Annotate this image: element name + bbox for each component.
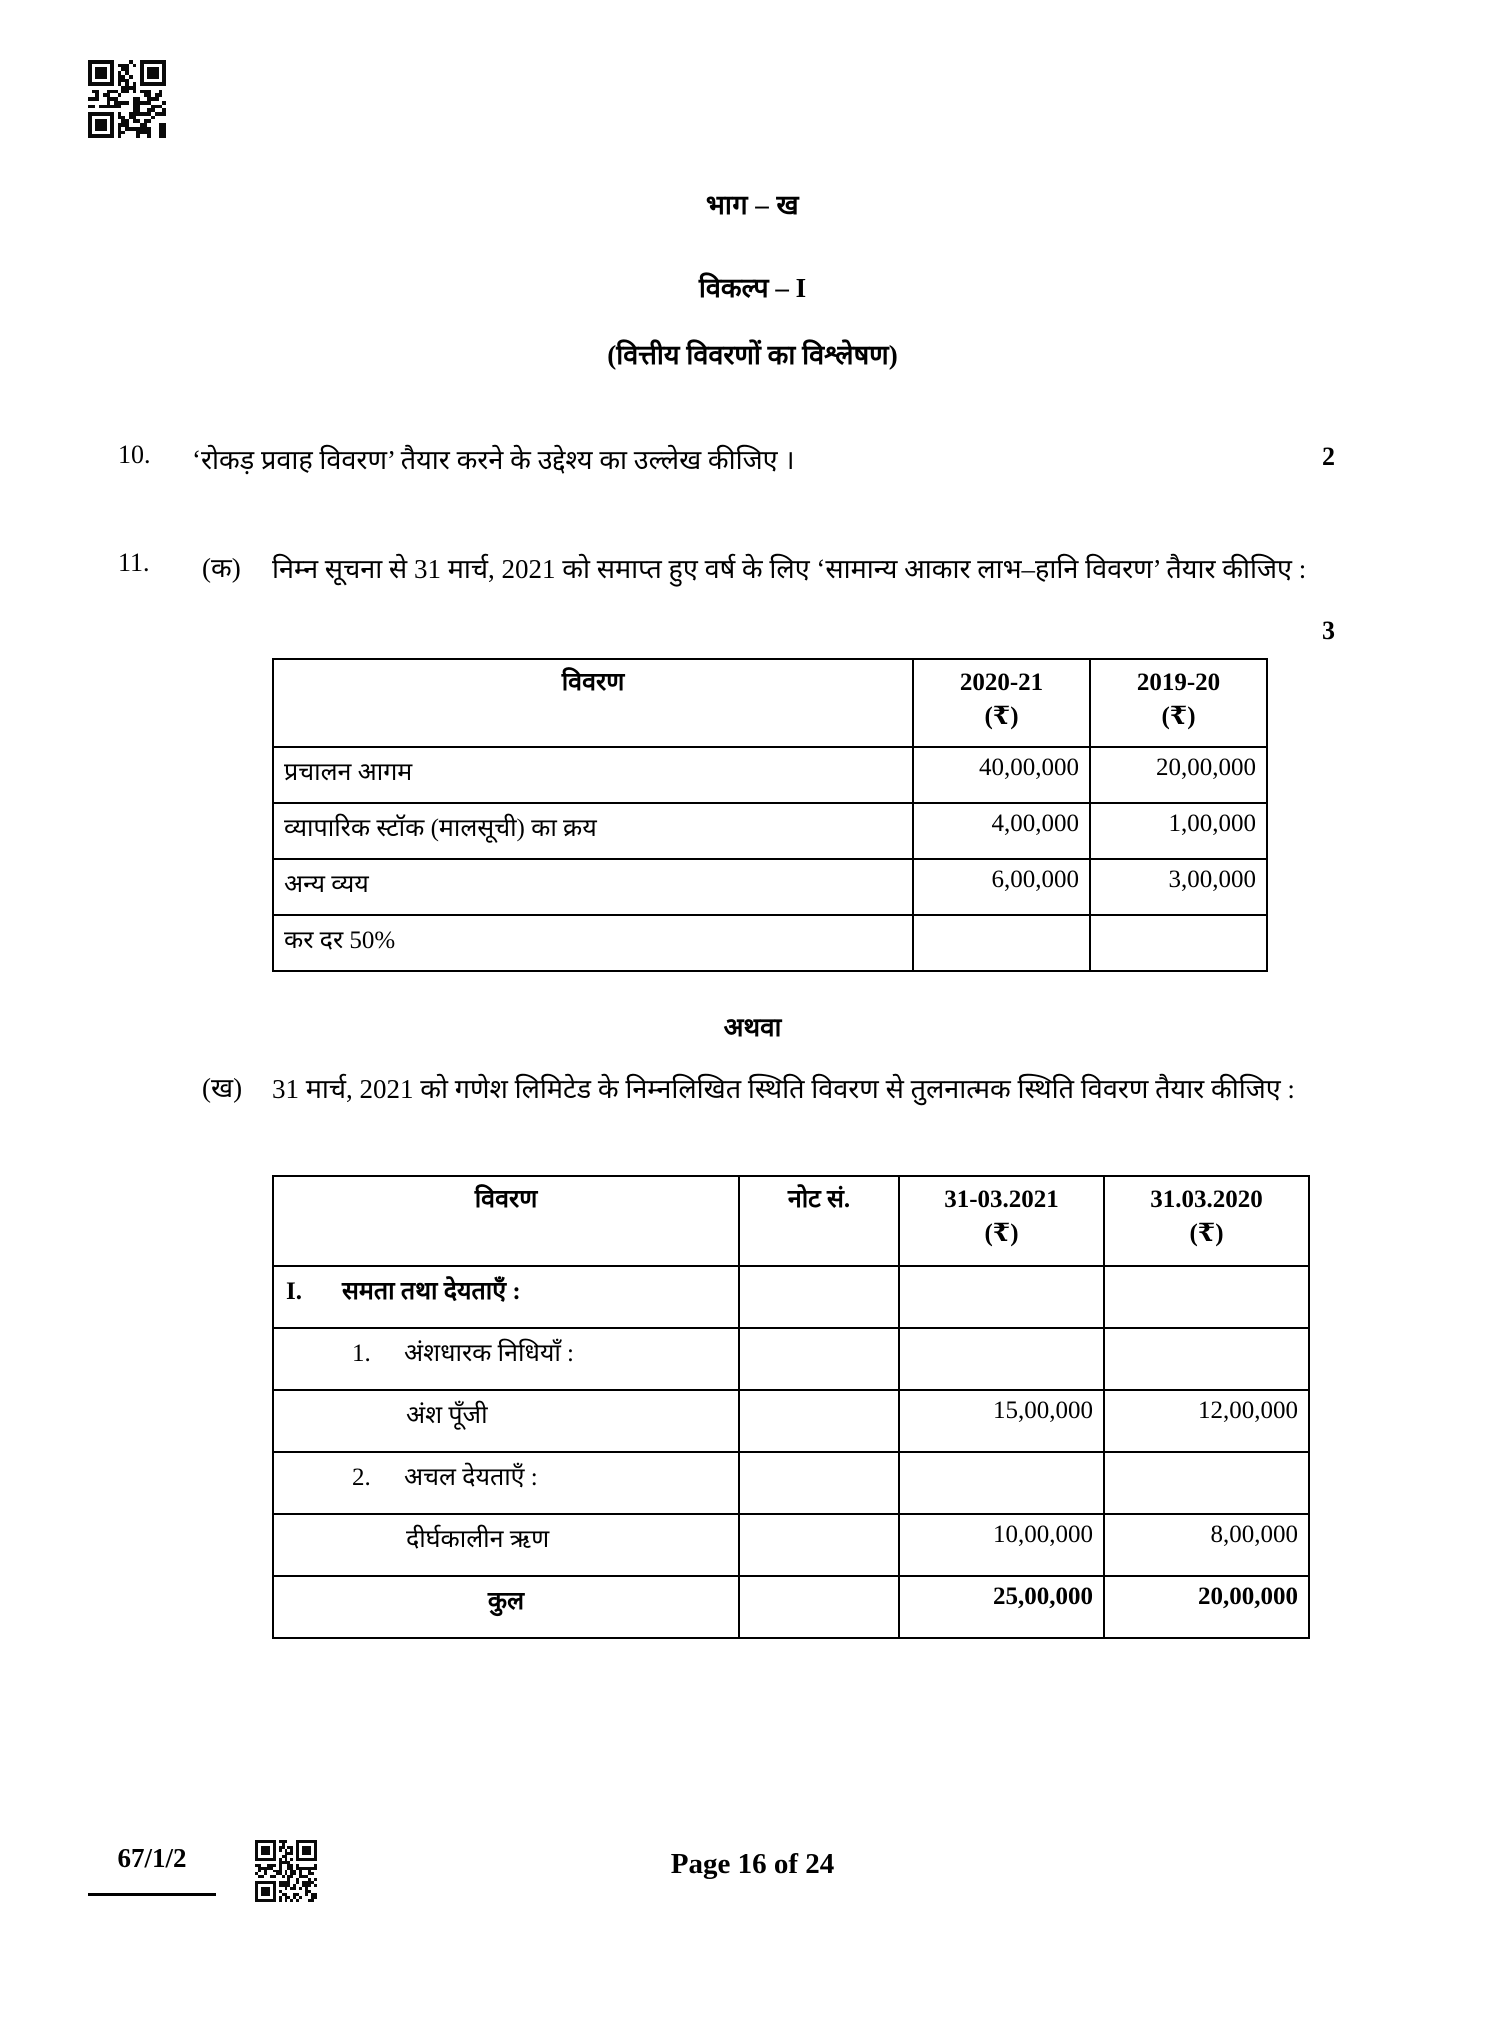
- table2-body: [273, 1266, 1309, 1638]
- table2-cell-d1: [899, 1452, 1104, 1514]
- table2-cell-note: [739, 1390, 899, 1452]
- table2-header-d1-line2: (₹): [984, 1219, 1019, 1247]
- table1-header-y1-line2: (₹): [984, 702, 1019, 730]
- table2-cell-d2: 8,00,000: [1104, 1514, 1309, 1576]
- table-row: [273, 915, 1267, 971]
- table2-row-marker: I.: [286, 1278, 302, 1305]
- table2-total-note: [739, 1576, 899, 1638]
- table2-header-d2-line2: (₹): [1189, 1219, 1224, 1247]
- table1-header-y1-line1: 2020-21: [959, 669, 1044, 696]
- question-11-part-b-label: (ख): [202, 1073, 243, 1103]
- table-total-row: [273, 1576, 1309, 1638]
- table-row: [273, 1514, 1309, 1576]
- table1-header-desc-line1: विवरण: [561, 669, 625, 696]
- table-row: [273, 859, 1267, 915]
- table-header-row: [273, 1176, 1309, 1266]
- table2-cell-desc: [273, 1266, 739, 1328]
- question-10-marks: 2: [1322, 442, 1335, 471]
- table1-header-y2-line1: 2019-20: [1136, 669, 1221, 696]
- table2-cell-d2: [1104, 1266, 1309, 1328]
- or-separator: अथवा: [723, 1013, 782, 1042]
- table2-cell-d2: 12,00,000: [1104, 1390, 1309, 1452]
- comparative-balance-sheet-table: [272, 1175, 1310, 1639]
- page-number: Page 16 of 24: [670, 1848, 835, 1880]
- part-heading: भाग – ख: [705, 190, 800, 220]
- table1-cell-desc: अन्य व्यय: [273, 859, 913, 915]
- qr-code-icon: [88, 60, 166, 138]
- paper-code: 67/1/2: [117, 1843, 187, 1873]
- question-11-part-a-label: (क): [202, 553, 241, 583]
- table1-cell-y2: 3,00,000: [1090, 859, 1267, 915]
- table1-cell-y2: [1090, 915, 1267, 971]
- table1-cell-desc: प्रचालन आगम: [273, 747, 913, 803]
- table2-total-d2: 20,00,000: [1104, 1576, 1309, 1638]
- table2-cell-desc: [273, 1328, 739, 1390]
- table-row: [273, 747, 1267, 803]
- table1-cell-y1: 40,00,000: [913, 747, 1090, 803]
- table2-total-label: कुल: [273, 1576, 739, 1638]
- table1-cell-desc: कर दर 50%: [273, 915, 913, 971]
- table1-cell-y1: 4,00,000: [913, 803, 1090, 859]
- table-row: [273, 1266, 1309, 1328]
- table1-cell-y2: 20,00,000: [1090, 747, 1267, 803]
- table1-cell-y1: 6,00,000: [913, 859, 1090, 915]
- table2-cell-d2: [1104, 1328, 1309, 1390]
- table1-header-y1: [913, 659, 1090, 747]
- table2-row-label: अचल देयताएँ :: [404, 1464, 538, 1491]
- table1-cell-desc: व्यापारिक स्टॉक (मालसूची) का क्रय: [273, 803, 913, 859]
- table-row: [273, 1328, 1309, 1390]
- table2-header-note-line1: नोट सं.: [787, 1186, 851, 1213]
- table1-cell-y2: 1,00,000: [1090, 803, 1267, 859]
- common-size-statement-table-wrapper: [272, 658, 1266, 972]
- table-header-row: [273, 659, 1267, 747]
- table2-cell-note: [739, 1266, 899, 1328]
- table2-row-subnumber: 2.: [352, 1464, 371, 1491]
- table1-cell-y1: [913, 915, 1090, 971]
- comparative-balance-sheet-table-wrapper: [272, 1175, 1308, 1639]
- table-row: [273, 1390, 1309, 1452]
- table2-row-subnumber: 1.: [352, 1340, 371, 1367]
- table1-header-y2-line2: (₹): [1161, 702, 1196, 730]
- table2-cell-note: [739, 1452, 899, 1514]
- question-10-number: 10.: [118, 440, 151, 469]
- common-size-statement-table: [272, 658, 1268, 972]
- table1-header-y2: [1090, 659, 1267, 747]
- table1-body: [273, 747, 1267, 971]
- table2-cell-desc: [273, 1452, 739, 1514]
- question-10-text: ‘रोकड़ प्रवाह विवरण’ तैयार करने के उद्देश्य का उल्लेख कीजिए ।: [192, 445, 795, 475]
- table2-cell-d1: 15,00,000: [899, 1390, 1104, 1452]
- table2-row-label: समता तथा देयताएँ :: [342, 1278, 521, 1305]
- question-11-part-a-text: निम्न सूचना से 31 मार्च, 2021 को समाप्त हुए वर्ष के लिए ‘सामान्य आकार लाभ–हानि विवरण’ तैयार कीजिए :: [272, 554, 1307, 584]
- table2-cell-desc: दीर्घकालीन ऋण: [273, 1514, 739, 1576]
- table2-cell-note: [739, 1328, 899, 1390]
- table2-cell-d1: [899, 1328, 1104, 1390]
- table2-cell-note: [739, 1514, 899, 1576]
- question-11-marks: 3: [1322, 616, 1335, 645]
- table2-cell-d1: [899, 1266, 1104, 1328]
- table2-header-d1: [899, 1176, 1104, 1266]
- table2-header-desc: [273, 1176, 739, 1266]
- table2-row-label: अंशधारक निधियाँ :: [404, 1340, 574, 1367]
- table-row: [273, 803, 1267, 859]
- table-row: [273, 1452, 1309, 1514]
- section-subtitle: (वित्तीय विवरणों का विश्लेषण): [607, 340, 898, 370]
- question-11-part-b-text: 31 मार्च, 2021 को गणेश लिमिटेड के निम्नलिखित स्थिति विवरण से तुलनात्मक स्थिति विवरण तैयार कीजिए :: [272, 1074, 1295, 1104]
- table2-header-d2-line1: 31.03.2020: [1150, 1186, 1263, 1213]
- question-11-number: 11.: [118, 548, 150, 577]
- footer-divider: [88, 1893, 216, 1896]
- table2-total-d1: 25,00,000: [899, 1576, 1104, 1638]
- table1-header-desc: [273, 659, 913, 747]
- table2-header-note: [739, 1176, 899, 1266]
- table2-header-desc-line1: विवरण: [474, 1186, 538, 1213]
- table2-cell-d2: [1104, 1452, 1309, 1514]
- table2-cell-d1: 10,00,000: [899, 1514, 1104, 1576]
- table2-header-d1-line1: 31-03.2021: [944, 1186, 1059, 1213]
- table2-cell-desc: अंश पूँजी: [273, 1390, 739, 1452]
- option-heading: विकल्प – I: [698, 273, 807, 303]
- table2-header-d2: [1104, 1176, 1309, 1266]
